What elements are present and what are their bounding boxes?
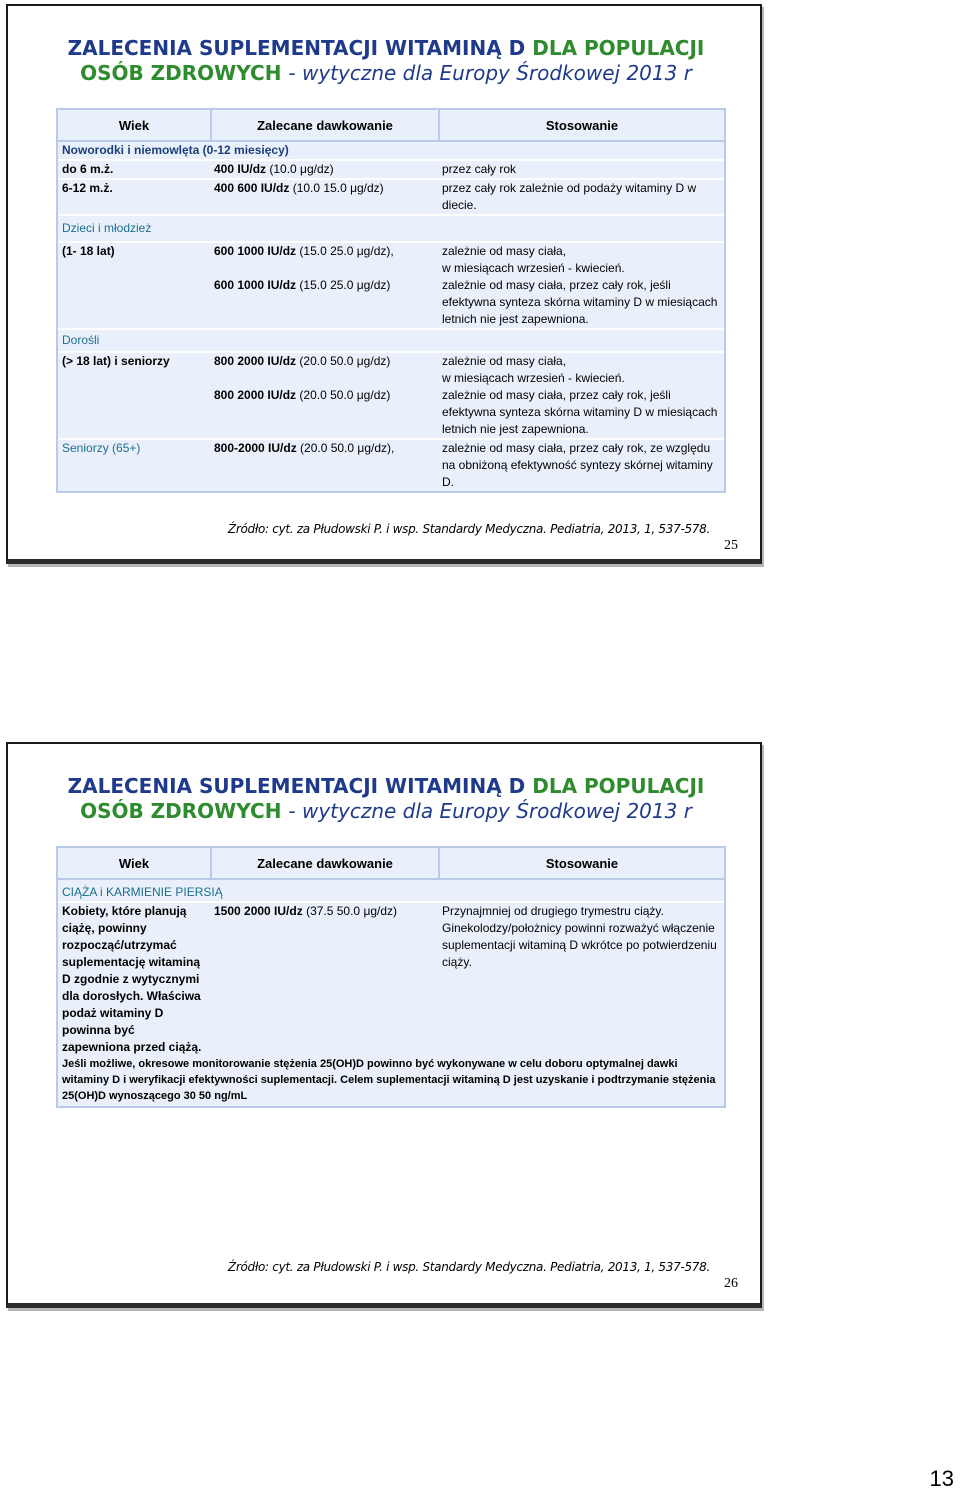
table-row (58, 161, 724, 180)
slide-26 (6, 742, 762, 1308)
cell-dose: 400 600 IU/dz (10.0 15.0 μg/dz) (214, 181, 384, 195)
cell-age: (1- 18 lat) (62, 244, 115, 258)
slide-title (8, 36, 764, 86)
cell-dose: 600 1000 IU/dz (15.0 25.0 μg/dz), (214, 244, 394, 258)
title-green: DLA POPULACJI (532, 36, 705, 60)
slide-number: 26 (724, 1276, 738, 1291)
cell-age: do 6 m.ż. (62, 162, 114, 176)
table-row (58, 243, 724, 277)
pregnancy-table (56, 846, 726, 1108)
table-row (58, 180, 724, 216)
slide-title (8, 774, 764, 824)
cell-use: zależnie od masy ciała, przez cały rok, jeśli efektywna synteza skórna witaminy D w miesiącach letnich nie jest zapewniona. (442, 278, 718, 326)
slide-number: 25 (724, 538, 738, 553)
title-line2: OSÓB ZDROWYCH (80, 61, 282, 85)
header-use: Stosowanie (545, 855, 619, 871)
monitoring-note: Jeśli możliwe, okresowe monitorowanie stężenia 25(OH)D powinno być wykonywane w celu doboru optymalnej dawki witaminy D i weryfikacji efektywności suplementacji. Celem suplementacji witaminą D jest uzyskanie i podtrzymanie stężenia 25(OH)D wynoszącego 30 50 ng/mL (62, 1058, 716, 1102)
cell-use: przez cały rok zależnie od podaży witaminy D w diecie. (442, 181, 697, 212)
cell-use: zależnie od masy ciała, przez cały rok, jeśli efektywna synteza skórna witaminy D w miesiącach letnich nie jest zapewniona. (442, 388, 718, 436)
cell-use: zależnie od masy ciała, w miesiącach wrzesień - kwiecień. (442, 354, 625, 385)
section-newborns: Noworodki i niemowlęta (0-12 miesięcy) (58, 142, 724, 161)
section-adults: Dorośli (58, 330, 724, 353)
header-age: Wiek (58, 848, 212, 878)
title-main: ZALECENIA SUPLEMENTACJI WITAMINĄ D (67, 774, 526, 798)
table-header (58, 848, 724, 880)
cell-age: (> 18 lat) i seniorzy (62, 354, 170, 368)
cell-dose: 1500 2000 IU/dz (37.5 50.0 μg/dz) (214, 904, 398, 918)
title-green: DLA POPULACJI (532, 774, 705, 798)
cell-use: przez cały rok (442, 162, 517, 176)
table-row (58, 387, 724, 440)
cell-dose: 400 IU/dz (10.0 μg/dz) (214, 162, 334, 176)
table-header (58, 110, 724, 142)
section-pregnancy: CIĄŻA i KARMIENIE PIERSIĄ (58, 880, 724, 903)
title-subtitle: - wytyczne dla Europy Środkowej 2013 r (288, 61, 692, 85)
citation: Źródło: cyt. za Płudowski P. i wsp. Standardy Medyczna. Pediatria, 2013, 1, 537-578. (227, 1260, 710, 1274)
cell-dose: 800 2000 IU/dz (20.0 50.0 μg/dz) (214, 354, 391, 368)
cell-age: 6-12 m.ż. (62, 181, 113, 195)
table-row (58, 277, 724, 330)
cell-use: zależnie od masy ciała, w miesiącach wrzesień - kwiecień. (442, 244, 625, 275)
section-children: Dzieci i młodzież (58, 216, 724, 243)
header-dose: Zalecane dawkowanie (212, 110, 440, 140)
header-age: Wiek (58, 110, 212, 140)
title-main: ZALECENIA SUPLEMENTACJI WITAMINĄ D (67, 36, 526, 60)
page-number: 13 (929, 1466, 954, 1491)
cell-dose: 600 1000 IU/dz (15.0 25.0 μg/dz) (214, 278, 391, 292)
header-use: Stosowanie (545, 117, 619, 133)
table-row (58, 903, 724, 1056)
cell-use: zależnie od masy ciała, przez cały rok, ze względu na obniżoną efektywność syntezy skórnej witaminy D. (442, 441, 713, 489)
dosage-table (56, 108, 726, 493)
title-line2: OSÓB ZDROWYCH (80, 799, 282, 823)
table-row (58, 353, 724, 387)
cell-use: Przynajmniej od drugiego trymestru ciąży. Ginekolodzy/położnicy powinni rozważyć włączenie suplementacji witaminą D wkrótce po potwierdzeniu ciąży. (442, 904, 717, 969)
cell-age: Seniorzy (65+) (62, 441, 141, 455)
header-dose: Zalecane dawkowanie (212, 848, 440, 878)
cell-age: Kobiety, które planują ciążę, powinny rozpocząć/utrzymać suplementację witaminą D zgodnie z wytycznymi dla dorosłych. Właściwa podaż witaminy D powinna być zapewniona przed ciążą. (62, 904, 202, 1054)
table-row (58, 440, 724, 491)
cell-dose: 800-2000 IU/dz (20.0 50.0 μg/dz), (214, 441, 395, 455)
title-subtitle: - wytyczne dla Europy Środkowej 2013 r (288, 799, 692, 823)
citation: Źródło: cyt. za Płudowski P. i wsp. Standardy Medyczna. Pediatria, 2013, 1, 537-578. (227, 522, 710, 536)
slide-25 (6, 4, 762, 564)
cell-dose: 800 2000 IU/dz (20.0 50.0 μg/dz) (214, 388, 391, 402)
